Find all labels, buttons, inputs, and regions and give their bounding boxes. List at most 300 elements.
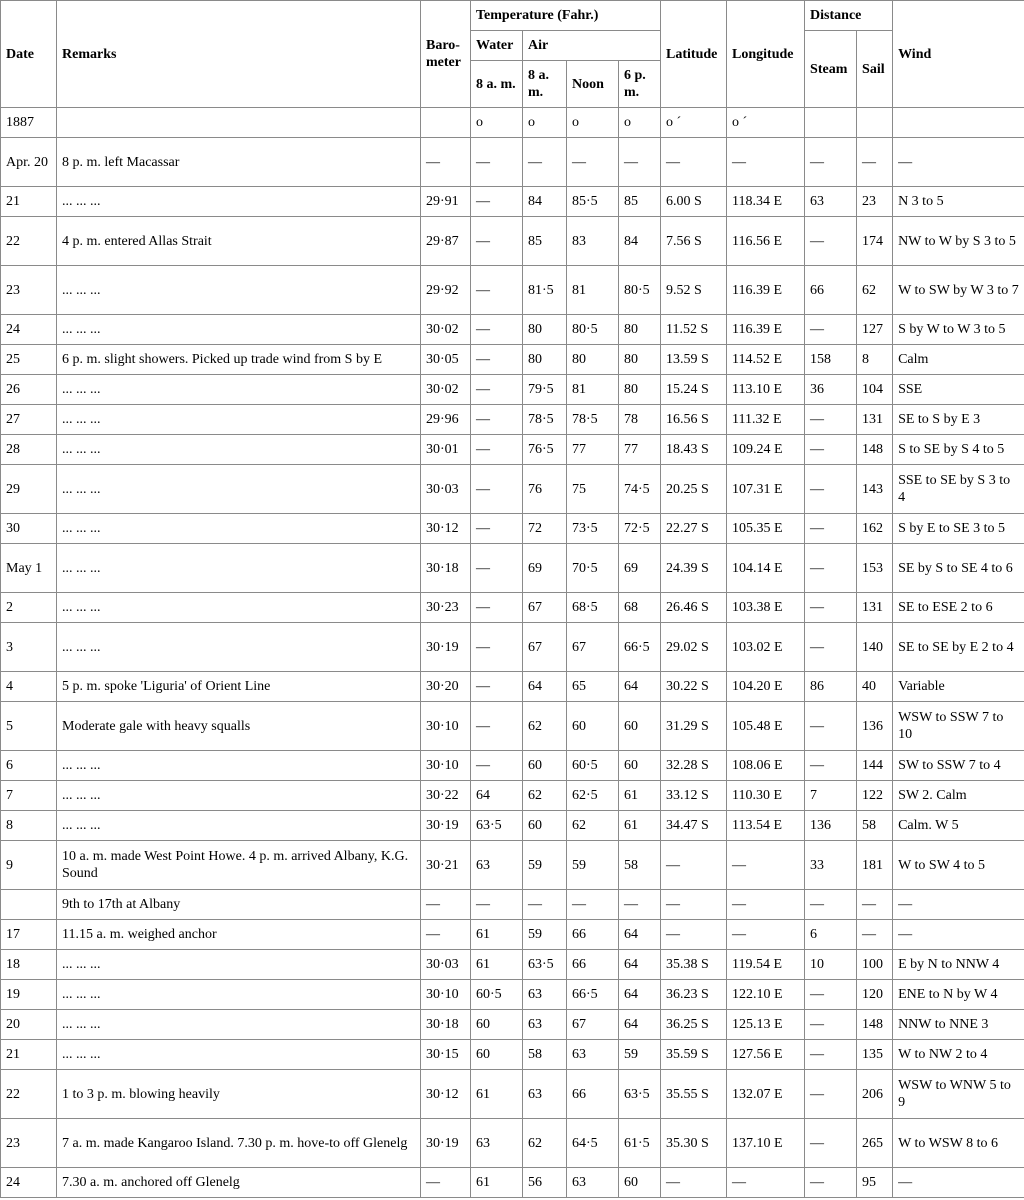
longitude-cell: 132.07 E (727, 1070, 805, 1119)
water-8am-cell: 61 (471, 1070, 523, 1119)
steam-cell: — (805, 465, 857, 514)
water-8am-cell: — (471, 315, 523, 345)
date-cell: 29 (1, 465, 57, 514)
longitude-cell: o ´ (727, 108, 805, 138)
latitude-cell: — (661, 841, 727, 890)
barometer-cell: 30·18 (421, 1010, 471, 1040)
barometer-cell: — (421, 138, 471, 187)
latitude-cell: 33.12 S (661, 781, 727, 811)
date-cell: 2 (1, 593, 57, 623)
remarks-cell: 5 p. m. spoke 'Liguria' of Orient Line (57, 672, 421, 702)
remarks-cell: 10 a. m. made West Point Howe. 4 p. m. arrived Albany, K.G. Sound (57, 841, 421, 890)
date-cell: 28 (1, 435, 57, 465)
air-noon-cell: 73·5 (567, 514, 619, 544)
air-8am-cell: 59 (523, 841, 567, 890)
barometer-cell: 30·03 (421, 950, 471, 980)
table-row (1, 672, 1024, 702)
remarks-cell: ... ... ... (57, 781, 421, 811)
table-row (1, 890, 1024, 920)
header-sail: Sail (857, 31, 893, 108)
air-noon-cell: 85·5 (567, 187, 619, 217)
air-noon-cell: 60·5 (567, 751, 619, 781)
header-date: Date (1, 1, 57, 108)
sail-cell: 144 (857, 751, 893, 781)
air-8am-cell: — (523, 138, 567, 187)
header-temperature: Temperature (Fahr.) (471, 1, 661, 31)
steam-cell: — (805, 751, 857, 781)
steam-cell: — (805, 217, 857, 266)
air-8am-cell: 81·5 (523, 266, 567, 315)
wind-cell: SSE (893, 375, 1024, 405)
barometer-cell: 30·10 (421, 702, 471, 751)
header-remarks: Remarks (57, 1, 421, 108)
date-cell: Apr. 20 (1, 138, 57, 187)
table-row (1, 375, 1024, 405)
wind-cell (893, 108, 1024, 138)
wind-cell: SE to S by E 3 (893, 405, 1024, 435)
wind-cell: — (893, 890, 1024, 920)
latitude-cell: 30.22 S (661, 672, 727, 702)
water-8am-cell: 60 (471, 1040, 523, 1070)
air-noon-cell: o (567, 108, 619, 138)
sail-cell: 40 (857, 672, 893, 702)
barometer-cell: 29·91 (421, 187, 471, 217)
barometer-cell: 29·87 (421, 217, 471, 266)
latitude-cell: 35.30 S (661, 1119, 727, 1168)
sail-cell: 153 (857, 544, 893, 593)
header-air-noon: Noon (567, 61, 619, 108)
water-8am-cell: — (471, 217, 523, 266)
longitude-cell: 116.39 E (727, 315, 805, 345)
water-8am-cell: 60·5 (471, 980, 523, 1010)
air-noon-cell: 66 (567, 1070, 619, 1119)
latitude-cell: 11.52 S (661, 315, 727, 345)
sail-cell: 131 (857, 405, 893, 435)
barometer-cell: — (421, 1168, 471, 1198)
sail-cell: 122 (857, 781, 893, 811)
latitude-cell: o ´ (661, 108, 727, 138)
sail-cell: 181 (857, 841, 893, 890)
sail-cell: 143 (857, 465, 893, 514)
date-cell: 17 (1, 920, 57, 950)
sail-cell: 174 (857, 217, 893, 266)
longitude-cell: 110.30 E (727, 781, 805, 811)
steam-cell: — (805, 315, 857, 345)
latitude-cell: 16.56 S (661, 405, 727, 435)
date-cell: 6 (1, 751, 57, 781)
sail-cell: 206 (857, 1070, 893, 1119)
air-6pm-cell: 60 (619, 702, 661, 751)
table-row (1, 465, 1024, 514)
latitude-cell: — (661, 890, 727, 920)
table-row (1, 623, 1024, 672)
water-8am-cell: 64 (471, 781, 523, 811)
barometer-cell: 30·12 (421, 514, 471, 544)
air-8am-cell: 76 (523, 465, 567, 514)
air-6pm-cell: o (619, 108, 661, 138)
wind-cell: S by W to W 3 to 5 (893, 315, 1024, 345)
water-8am-cell: 60 (471, 1010, 523, 1040)
latitude-cell: 32.28 S (661, 751, 727, 781)
steam-cell: — (805, 1168, 857, 1198)
longitude-cell: 103.02 E (727, 623, 805, 672)
header-air-8am: 8 a. m. (523, 61, 567, 108)
sail-cell: — (857, 138, 893, 187)
longitude-cell: 113.10 E (727, 375, 805, 405)
air-noon-cell: 80 (567, 345, 619, 375)
header-water-8am: 8 a. m. (471, 61, 523, 108)
air-noon-cell: 66 (567, 950, 619, 980)
water-8am-cell: — (471, 266, 523, 315)
wind-cell: Variable (893, 672, 1024, 702)
longitude-cell: 125.13 E (727, 1010, 805, 1040)
table-row (1, 138, 1024, 187)
air-noon-cell: — (567, 890, 619, 920)
date-cell: 23 (1, 1119, 57, 1168)
latitude-cell: 7.56 S (661, 217, 727, 266)
air-noon-cell: — (567, 138, 619, 187)
date-cell: 20 (1, 1010, 57, 1040)
air-6pm-cell: 64 (619, 1010, 661, 1040)
latitude-cell: 35.55 S (661, 1070, 727, 1119)
water-8am-cell: — (471, 405, 523, 435)
air-noon-cell: 75 (567, 465, 619, 514)
water-8am-cell: — (471, 593, 523, 623)
remarks-cell: ... ... ... (57, 950, 421, 980)
remarks-cell: ... ... ... (57, 544, 421, 593)
table-row (1, 544, 1024, 593)
remarks-cell: ... ... ... (57, 187, 421, 217)
longitude-cell: 105.48 E (727, 702, 805, 751)
remarks-cell: 6 p. m. slight showers. Picked up trade wind from S by E (57, 345, 421, 375)
water-8am-cell: 63 (471, 1119, 523, 1168)
wind-cell: WSW to SSW 7 to 10 (893, 702, 1024, 751)
latitude-cell: 22.27 S (661, 514, 727, 544)
air-noon-cell: 67 (567, 1010, 619, 1040)
air-noon-cell: 70·5 (567, 544, 619, 593)
wind-cell: NNW to NNE 3 (893, 1010, 1024, 1040)
header-barometer: Baro-meter (421, 1, 471, 108)
steam-cell: 36 (805, 375, 857, 405)
barometer-cell: 30·21 (421, 841, 471, 890)
table-row (1, 108, 1024, 138)
sail-cell: 127 (857, 315, 893, 345)
air-8am-cell: 84 (523, 187, 567, 217)
date-cell: 25 (1, 345, 57, 375)
air-noon-cell: 81 (567, 266, 619, 315)
air-8am-cell: 85 (523, 217, 567, 266)
barometer-cell: 30·03 (421, 465, 471, 514)
steam-cell: 6 (805, 920, 857, 950)
barometer-cell: 30·20 (421, 672, 471, 702)
longitude-cell: 105.35 E (727, 514, 805, 544)
air-noon-cell: 59 (567, 841, 619, 890)
barometer-cell: 30·02 (421, 315, 471, 345)
steam-cell: — (805, 1040, 857, 1070)
sail-cell: 148 (857, 1010, 893, 1040)
air-noon-cell: 80·5 (567, 315, 619, 345)
air-6pm-cell: 85 (619, 187, 661, 217)
barometer-cell: 30·19 (421, 1119, 471, 1168)
remarks-cell (57, 108, 421, 138)
longitude-cell: 104.20 E (727, 672, 805, 702)
steam-cell: — (805, 1119, 857, 1168)
table-row (1, 315, 1024, 345)
wind-cell: W to WSW 8 to 6 (893, 1119, 1024, 1168)
sail-cell: 23 (857, 187, 893, 217)
water-8am-cell: — (471, 435, 523, 465)
water-8am-cell: 61 (471, 950, 523, 980)
sail-cell: 62 (857, 266, 893, 315)
air-8am-cell: 62 (523, 702, 567, 751)
remarks-cell: ... ... ... (57, 593, 421, 623)
longitude-cell: 114.52 E (727, 345, 805, 375)
date-cell: 21 (1, 1040, 57, 1070)
wind-cell: — (893, 1168, 1024, 1198)
longitude-cell: 107.31 E (727, 465, 805, 514)
air-6pm-cell: 68 (619, 593, 661, 623)
steam-cell: — (805, 405, 857, 435)
steam-cell: 136 (805, 811, 857, 841)
table-row (1, 593, 1024, 623)
air-8am-cell: 76·5 (523, 435, 567, 465)
air-6pm-cell: 64 (619, 920, 661, 950)
air-8am-cell: 62 (523, 1119, 567, 1168)
air-6pm-cell: 84 (619, 217, 661, 266)
header-latitude: Latitude (661, 1, 727, 108)
air-noon-cell: 78·5 (567, 405, 619, 435)
remarks-cell: ... ... ... (57, 375, 421, 405)
table-row (1, 266, 1024, 315)
latitude-cell: 18.43 S (661, 435, 727, 465)
date-cell: 22 (1, 1070, 57, 1119)
remarks-cell: ... ... ... (57, 405, 421, 435)
wind-cell: W to SW 4 to 5 (893, 841, 1024, 890)
wind-cell: SE to ESE 2 to 6 (893, 593, 1024, 623)
air-8am-cell: 79·5 (523, 375, 567, 405)
air-6pm-cell: 78 (619, 405, 661, 435)
table-row (1, 781, 1024, 811)
header-air: Air (523, 31, 661, 61)
table-row (1, 702, 1024, 751)
longitude-cell: 118.34 E (727, 187, 805, 217)
longitude-cell: — (727, 890, 805, 920)
steam-cell: — (805, 980, 857, 1010)
longitude-cell: 127.56 E (727, 1040, 805, 1070)
wind-cell: W to SW by W 3 to 7 (893, 266, 1024, 315)
sail-cell: 120 (857, 980, 893, 1010)
table-row (1, 405, 1024, 435)
sail-cell: — (857, 890, 893, 920)
steam-cell: 86 (805, 672, 857, 702)
barometer-cell: 30·10 (421, 980, 471, 1010)
barometer-cell: 30·01 (421, 435, 471, 465)
date-cell: 27 (1, 405, 57, 435)
remarks-cell: Moderate gale with heavy squalls (57, 702, 421, 751)
date-cell: 30 (1, 514, 57, 544)
longitude-cell: 104.14 E (727, 544, 805, 593)
remarks-cell: ... ... ... (57, 514, 421, 544)
barometer-cell: 30·22 (421, 781, 471, 811)
air-8am-cell: 63 (523, 1010, 567, 1040)
remarks-cell: 4 p. m. entered Allas Strait (57, 217, 421, 266)
sail-cell: 140 (857, 623, 893, 672)
wind-cell: ENE to N by W 4 (893, 980, 1024, 1010)
sail-cell (857, 108, 893, 138)
latitude-cell: 24.39 S (661, 544, 727, 593)
steam-cell: 63 (805, 187, 857, 217)
steam-cell: — (805, 1010, 857, 1040)
steam-cell: — (805, 1070, 857, 1119)
barometer-cell: 30·12 (421, 1070, 471, 1119)
date-cell: 4 (1, 672, 57, 702)
air-noon-cell: 68·5 (567, 593, 619, 623)
water-8am-cell: — (471, 890, 523, 920)
air-noon-cell: 64·5 (567, 1119, 619, 1168)
air-6pm-cell: 74·5 (619, 465, 661, 514)
sail-cell: 104 (857, 375, 893, 405)
water-8am-cell: — (471, 751, 523, 781)
air-6pm-cell: — (619, 890, 661, 920)
air-8am-cell: 62 (523, 781, 567, 811)
air-6pm-cell: 60 (619, 1168, 661, 1198)
air-8am-cell: 63 (523, 1070, 567, 1119)
date-cell: 24 (1, 315, 57, 345)
wind-cell: E by N to NNW 4 (893, 950, 1024, 980)
wind-cell: SE by S to SE 4 to 6 (893, 544, 1024, 593)
air-6pm-cell: 63·5 (619, 1070, 661, 1119)
air-6pm-cell: 80 (619, 315, 661, 345)
water-8am-cell: — (471, 465, 523, 514)
latitude-cell: 13.59 S (661, 345, 727, 375)
sail-cell: 135 (857, 1040, 893, 1070)
air-8am-cell: 63 (523, 980, 567, 1010)
longitude-cell: — (727, 138, 805, 187)
header-wind: Wind (893, 1, 1024, 108)
date-cell: 23 (1, 266, 57, 315)
remarks-cell: ... ... ... (57, 1040, 421, 1070)
air-noon-cell: 66 (567, 920, 619, 950)
air-8am-cell: 80 (523, 345, 567, 375)
barometer-cell (421, 108, 471, 138)
air-6pm-cell: 80 (619, 375, 661, 405)
table-row (1, 1119, 1024, 1168)
barometer-cell: 30·15 (421, 1040, 471, 1070)
remarks-cell: 11.15 a. m. weighed anchor (57, 920, 421, 950)
air-8am-cell: 56 (523, 1168, 567, 1198)
longitude-cell: 116.56 E (727, 217, 805, 266)
air-noon-cell: 67 (567, 623, 619, 672)
steam-cell: — (805, 138, 857, 187)
table-row (1, 811, 1024, 841)
table-row (1, 980, 1024, 1010)
barometer-cell: — (421, 920, 471, 950)
steam-cell: — (805, 544, 857, 593)
table-row (1, 435, 1024, 465)
steam-cell: 33 (805, 841, 857, 890)
air-6pm-cell: 69 (619, 544, 661, 593)
air-6pm-cell: 77 (619, 435, 661, 465)
longitude-cell: — (727, 920, 805, 950)
air-noon-cell: 62·5 (567, 781, 619, 811)
remarks-cell: ... ... ... (57, 465, 421, 514)
water-8am-cell: — (471, 187, 523, 217)
latitude-cell: — (661, 920, 727, 950)
steam-cell: — (805, 514, 857, 544)
barometer-cell: — (421, 890, 471, 920)
remarks-cell: ... ... ... (57, 751, 421, 781)
steam-cell: — (805, 623, 857, 672)
air-8am-cell: o (523, 108, 567, 138)
longitude-cell: 137.10 E (727, 1119, 805, 1168)
air-noon-cell: 63 (567, 1040, 619, 1070)
barometer-cell: 29·96 (421, 405, 471, 435)
air-6pm-cell: 66·5 (619, 623, 661, 672)
air-6pm-cell: 72·5 (619, 514, 661, 544)
steam-cell (805, 108, 857, 138)
air-6pm-cell: 61 (619, 811, 661, 841)
barometer-cell: 29·92 (421, 266, 471, 315)
longitude-cell: — (727, 1168, 805, 1198)
air-8am-cell: 60 (523, 751, 567, 781)
air-6pm-cell: 64 (619, 950, 661, 980)
water-8am-cell: — (471, 702, 523, 751)
remarks-cell: 7.30 a. m. anchored off Glenelg (57, 1168, 421, 1198)
steam-cell: — (805, 702, 857, 751)
remarks-cell: ... ... ... (57, 435, 421, 465)
date-cell: 5 (1, 702, 57, 751)
remarks-cell: ... ... ... (57, 623, 421, 672)
latitude-cell: 36.23 S (661, 980, 727, 1010)
remarks-cell: 8 p. m. left Macassar (57, 138, 421, 187)
air-8am-cell: 67 (523, 623, 567, 672)
sail-cell: 131 (857, 593, 893, 623)
latitude-cell: 26.46 S (661, 593, 727, 623)
air-8am-cell: 60 (523, 811, 567, 841)
steam-cell: 66 (805, 266, 857, 315)
table-row (1, 1040, 1024, 1070)
latitude-cell: 34.47 S (661, 811, 727, 841)
remarks-cell: 7 a. m. made Kangaroo Island. 7.30 p. m. hove-to off Glenelg (57, 1119, 421, 1168)
sail-cell: 95 (857, 1168, 893, 1198)
sail-cell: 148 (857, 435, 893, 465)
barometer-cell: 30·18 (421, 544, 471, 593)
air-noon-cell: 65 (567, 672, 619, 702)
header-air-6pm: 6 p. m. (619, 61, 661, 108)
longitude-cell: 113.54 E (727, 811, 805, 841)
table-row (1, 920, 1024, 950)
date-cell: 22 (1, 217, 57, 266)
date-cell: 24 (1, 1168, 57, 1198)
air-6pm-cell: 61·5 (619, 1119, 661, 1168)
sail-cell: 8 (857, 345, 893, 375)
wind-cell: S by E to SE 3 to 5 (893, 514, 1024, 544)
air-noon-cell: 83 (567, 217, 619, 266)
header-longitude: Longitude (727, 1, 805, 108)
longitude-cell: 108.06 E (727, 751, 805, 781)
remarks-cell: ... ... ... (57, 266, 421, 315)
air-6pm-cell: 64 (619, 980, 661, 1010)
date-cell (1, 890, 57, 920)
table-row (1, 751, 1024, 781)
wind-cell: N 3 to 5 (893, 187, 1024, 217)
air-noon-cell: 60 (567, 702, 619, 751)
table-row (1, 950, 1024, 980)
water-8am-cell: — (471, 138, 523, 187)
latitude-cell: 15.24 S (661, 375, 727, 405)
date-cell: 9 (1, 841, 57, 890)
steam-cell: 10 (805, 950, 857, 980)
